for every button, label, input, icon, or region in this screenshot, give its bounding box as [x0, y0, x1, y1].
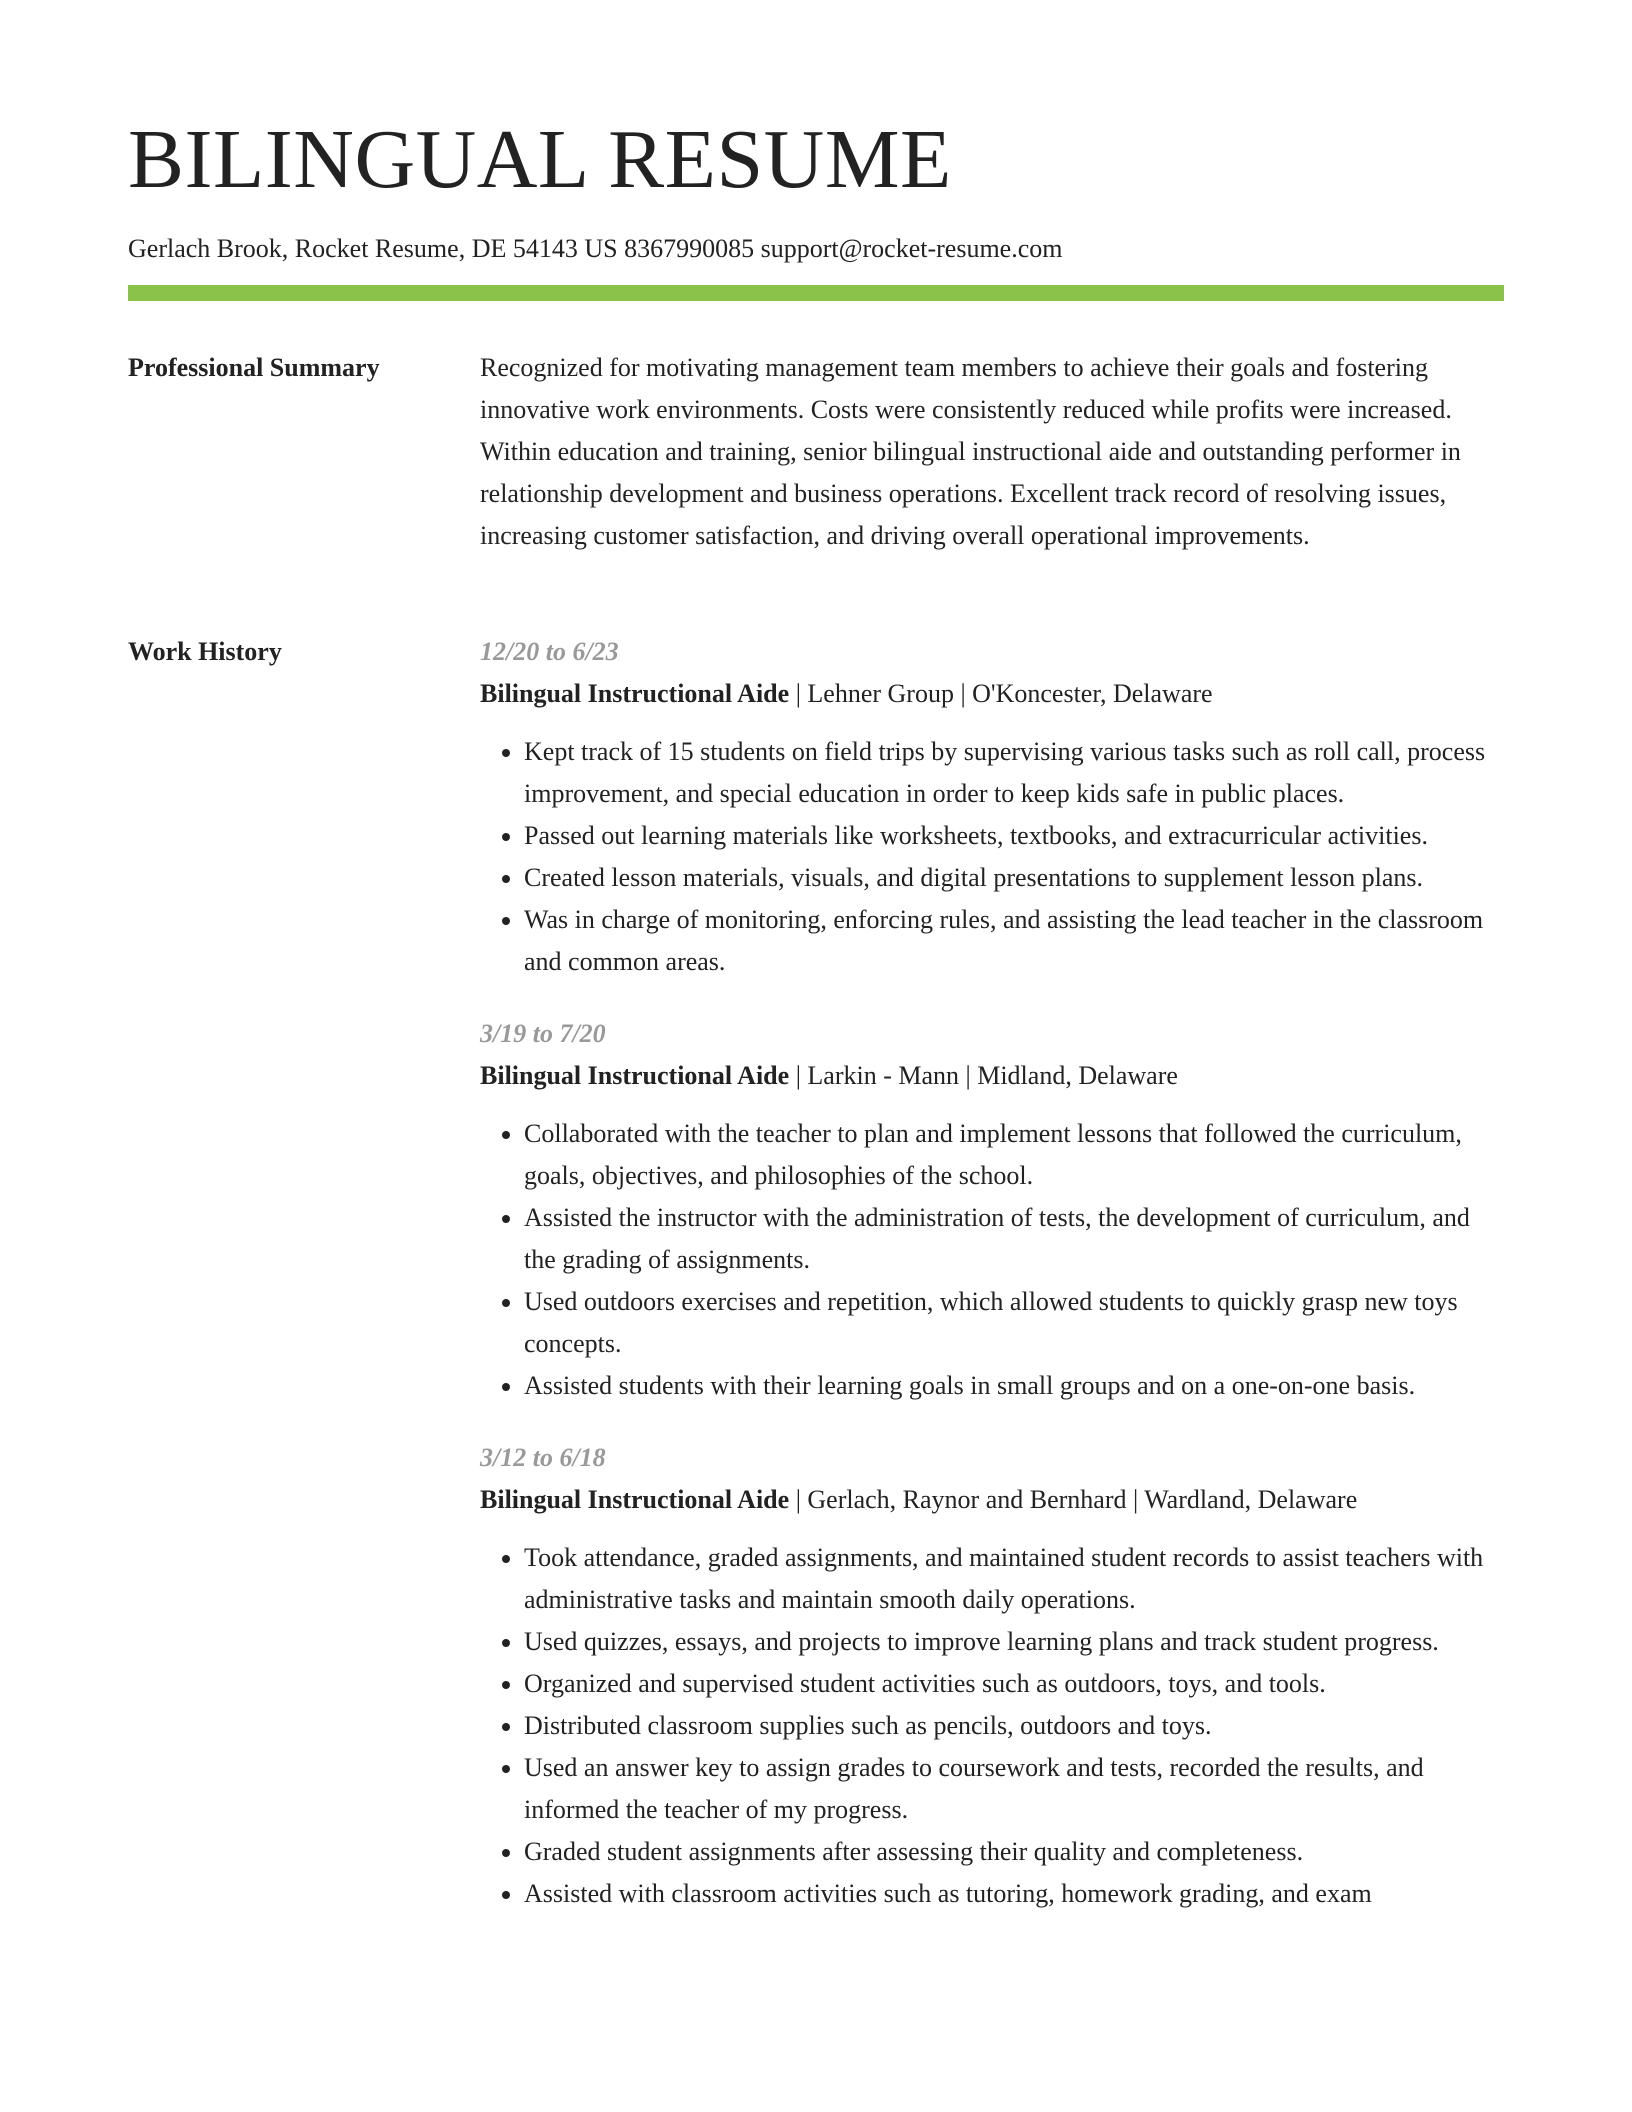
job-bullet: • Took attendance, graded assignments, and maintained student records to assist teachers with administrative tasks and maintain smooth daily operations.	[524, 1537, 1504, 1621]
job-details: | Larkin - Mann | Midland, Delaware	[789, 1061, 1178, 1090]
job-bullet: • Was in charge of monitoring, enforcing rules, and assisting the lead teacher in the classroom and common areas.	[524, 899, 1504, 983]
job-bullet: • Distributed classroom supplies such as pencils, outdoors and toys.	[524, 1705, 1504, 1747]
summary-text: Recognized for motivating management team members to achieve their goals and fostering innovative work environments. Costs were consistently reduced while profits were increased. Within education and training, senior bilingual instructional aide and outstanding performer in relationship development and business operations. Excellent track record of resolving issues, increasing customer satisfaction, and driving overall operational improvements.	[480, 353, 1461, 550]
job-dates: 12/20 to 6/23	[480, 637, 619, 666]
job-bullet: • Used quizzes, essays, and projects to improve learning plans and track student progress.	[524, 1621, 1504, 1663]
section-label-work-history: Work History	[128, 637, 282, 666]
job-bullet: • Used outdoors exercises and repetition, which allowed students to quickly grasp new toys concepts.	[524, 1281, 1504, 1365]
job-bullet: • Used an answer key to assign grades to coursework and tests, recorded the results, and informed the teacher of my progress.	[524, 1747, 1504, 1831]
job-bullet: • Created lesson materials, visuals, and digital presentations to supplement lesson plans.	[524, 857, 1504, 899]
job-dates: 3/19 to 7/20	[480, 1019, 606, 1048]
job-heading	[480, 1055, 1504, 1097]
job-bullet-list	[480, 1113, 1504, 1407]
job-bullet-list	[480, 731, 1504, 983]
job-bullet: • Assisted the instructor with the administration of tests, the development of curriculum, and the grading of assignments.	[524, 1197, 1504, 1281]
job-bullet: • Kept track of 15 students on field trips by supervising various tasks such as roll call, process improvement, and special education in order to keep kids safe in public places.	[524, 731, 1504, 815]
job-heading	[480, 673, 1504, 715]
job-bullet: • Graded student assignments after assessing their quality and completeness.	[524, 1831, 1504, 1873]
job-entry	[480, 631, 1504, 983]
job-details: | Gerlach, Raynor and Bernhard | Wardland, Delaware	[789, 1485, 1358, 1514]
job-bullet-list	[480, 1537, 1504, 1915]
job-dates: 3/12 to 6/18	[480, 1443, 606, 1472]
section-label-summary: Professional Summary	[128, 353, 380, 382]
job-bullet: • Assisted students with their learning goals in small groups and on a one-on-one basis.	[524, 1365, 1504, 1407]
job-entry	[480, 1013, 1504, 1407]
job-bullet: • Passed out learning materials like worksheets, textbooks, and extracurricular activities.	[524, 815, 1504, 857]
job-bullet: • Organized and supervised student activities such as outdoors, toys, and tools.	[524, 1663, 1504, 1705]
summary-body	[480, 347, 1504, 557]
job-title: Bilingual Instructional Aide	[480, 1061, 790, 1090]
work-history-body	[480, 631, 1504, 1945]
job-heading	[480, 1479, 1504, 1521]
job-entry	[480, 1437, 1504, 1915]
resume-title: BILINGUAL RESUME	[128, 113, 952, 206]
contact-line: Gerlach Brook, Rocket Resume, DE 54143 US 8367990085 support@rocket-resume.com	[128, 234, 1063, 263]
job-bullet: • Assisted with classroom activities such as tutoring, homework grading, and exam	[524, 1873, 1504, 1915]
accent-divider	[128, 285, 1504, 301]
job-details: | Lehner Group | O'Koncester, Delaware	[789, 679, 1213, 708]
job-title: Bilingual Instructional Aide	[480, 1485, 790, 1514]
job-title: Bilingual Instructional Aide	[480, 679, 790, 708]
job-bullet: • Collaborated with the teacher to plan and implement lessons that followed the curriculum, goals, objectives, and philosophies of the school.	[524, 1113, 1504, 1197]
